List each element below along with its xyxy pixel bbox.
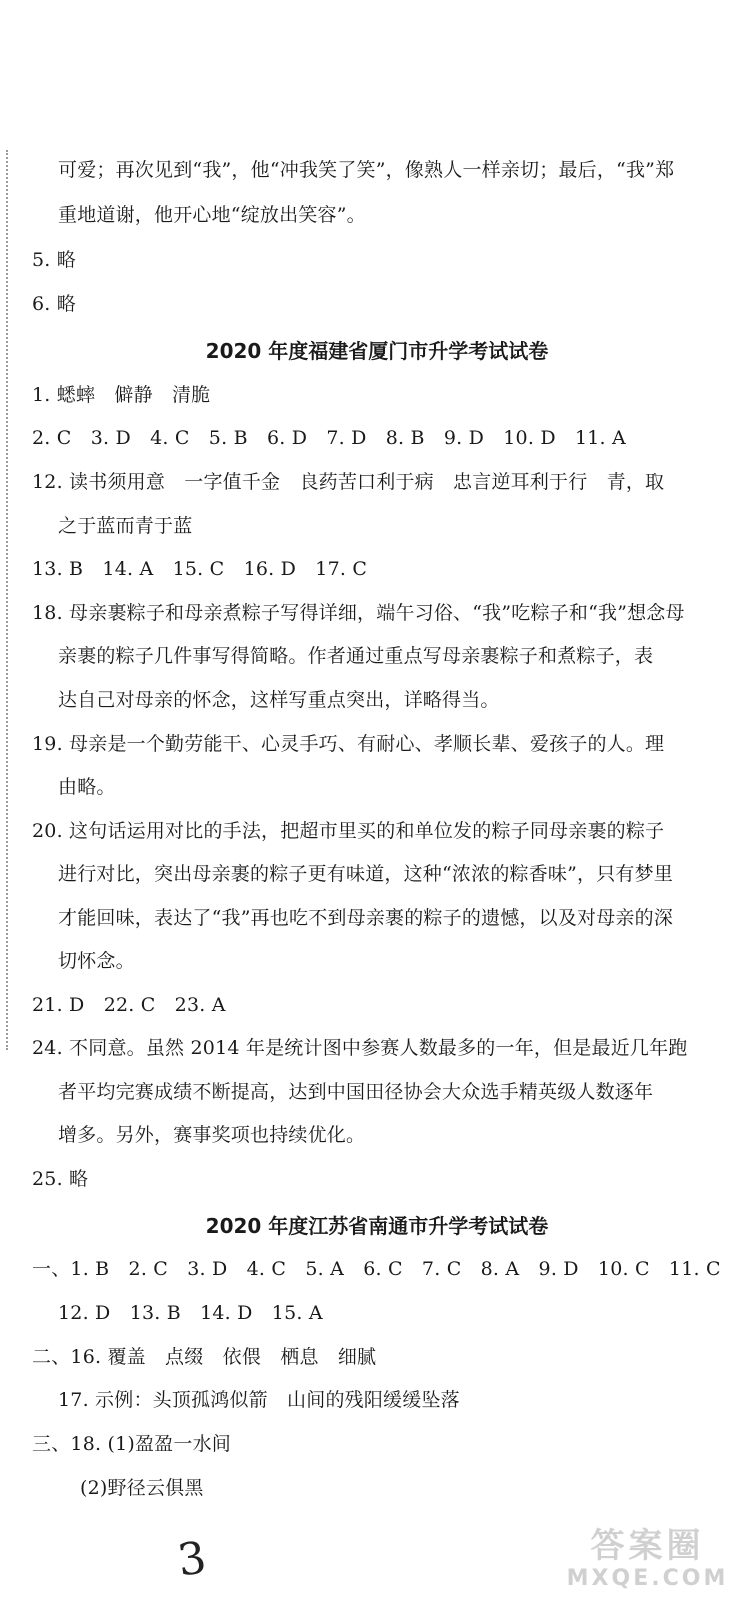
part-1-answers-cont: 12. D 13. B 14. D 15. A bbox=[58, 1302, 323, 1324]
text-line: 进行对比，突出母亲裹的粽子更有味道，这种“浓浓的粽香味”，只有梦里 bbox=[58, 863, 674, 885]
text-line: 增多。另外，赛事奖项也持续优化。 bbox=[58, 1124, 366, 1146]
watermark-url: MXQE.COM bbox=[566, 1566, 729, 1591]
text-line: 之于蓝而青于蓝 bbox=[58, 515, 193, 537]
watermark-logo bbox=[555, 1526, 740, 1592]
section-title-xiamen: 2020 年度福建省厦门市升学考试试卷 bbox=[205, 339, 549, 363]
part-3-answer-18: 三、18. (1)盈盈一水间 bbox=[32, 1433, 231, 1455]
answer-19: 19. 母亲是一个勤劳能干、心灵手巧、有耐心、孝顺长辈、爱孩子的人。理 bbox=[32, 733, 665, 755]
part-2-answer-16: 二、16. 覆盖 点缀 依偎 栖息 细腻 bbox=[32, 1346, 377, 1368]
answer-18-2: (2)野径云俱黑 bbox=[80, 1477, 204, 1499]
answers-21-23: 21. D 22. C 23. A bbox=[32, 994, 226, 1016]
answers-2-11: 2. C 3. D 4. C 5. B 6. D 7. D 8. B 9. D 10. D 11. A bbox=[32, 427, 626, 449]
answer-1: 1. 蟋蟀 僻静 清脆 bbox=[32, 384, 211, 406]
answer-24: 24. 不同意。虽然 2014 年是统计图中参赛人数最多的一年，但是最近几年跑 bbox=[32, 1037, 688, 1059]
text-line: 亲裹的粽子几件事写得简略。作者通过重点写母亲裹粽子和煮粽子，表 bbox=[58, 645, 654, 667]
answer-12: 12. 读书须用意 一字值千金 良药苦口利于病 忠言逆耳利于行 青，取 bbox=[32, 471, 665, 493]
part-1-answers: 一、1. B 2. C 3. D 4. C 5. A 6. C 7. C 8. A 9. D 10. C 11. C bbox=[32, 1258, 721, 1280]
answer-5: 5. 略 bbox=[32, 249, 76, 271]
text-line: 切怀念。 bbox=[58, 950, 135, 972]
handwritten-page-number: 3 bbox=[174, 1532, 210, 1587]
section-title-nantong: 2020 年度江苏省南通市升学考试试卷 bbox=[205, 1214, 549, 1238]
text-line: 由略。 bbox=[58, 776, 116, 798]
answer-25: 25. 略 bbox=[32, 1168, 89, 1190]
text-line: 达自己对母亲的怀念，这样写重点突出，详略得当。 bbox=[58, 689, 500, 711]
answer-18: 18. 母亲裹粽子和母亲煮粽子写得详细，端午习俗、“我”吃粽子和“我”想念母 bbox=[32, 602, 685, 624]
text-line: 者平均完赛成绩不断提高，达到中国田径协会大众选手精英级人数逐年 bbox=[58, 1081, 654, 1103]
watermark-title: 答案圈 bbox=[590, 1526, 705, 1566]
answer-20: 20. 这句话运用对比的手法，把超市里买的和单位发的粽子同母亲裹的粽子 bbox=[32, 820, 665, 842]
text-line: 重地道谢，他开心地“绽放出笑容”。 bbox=[58, 204, 366, 226]
text-line: 可爱；再次见到“我”，他“冲我笑了笑”，像熟人一样亲切；最后，“我”郑 bbox=[58, 159, 675, 181]
answer-6: 6. 略 bbox=[32, 293, 76, 315]
binding-margin-line bbox=[6, 150, 8, 1050]
answers-13-17: 13. B 14. A 15. C 16. D 17. C bbox=[32, 558, 368, 580]
answer-17: 17. 示例：头顶孤鸿似箭 山间的残阳缓缓坠落 bbox=[58, 1389, 460, 1411]
text-line: 才能回味，表达了“我”再也吃不到母亲裹的粽子的遗憾，以及对母亲的深 bbox=[58, 907, 674, 929]
